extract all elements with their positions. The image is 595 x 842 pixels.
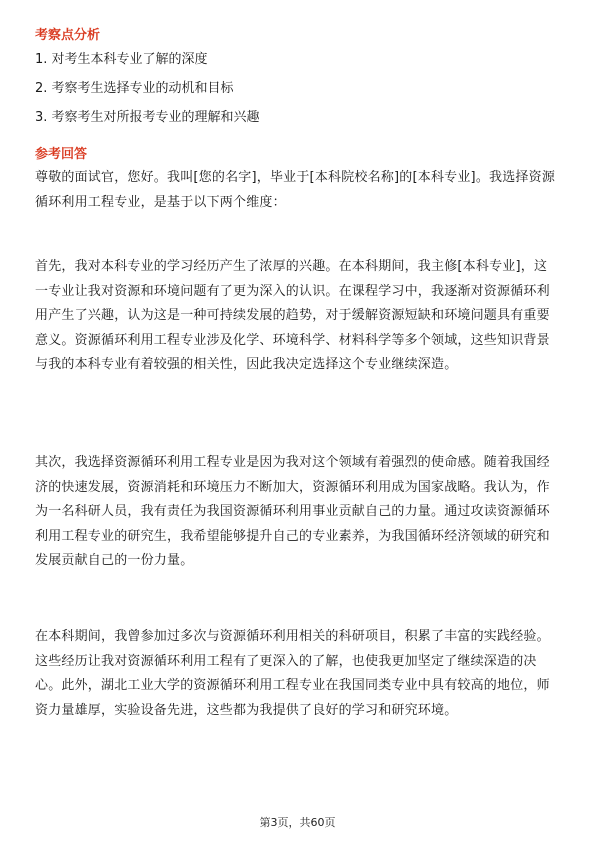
analysis-item-2: 2. 考察考生选择专业的动机和目标	[35, 81, 234, 96]
page-number: 第3页，共60页	[259, 816, 336, 829]
analysis-item-3: 3. 考察考生对所报考专业的理解和兴趣	[35, 110, 260, 125]
answer-paragraph-intro: 尊敬的面试官，您好。我叫[您的名字]，毕业于[本科院校名称]的[本科专业]。我选择资源循环利用工程专业，是基于以下两个维度：	[35, 170, 556, 210]
analysis-heading: 考察点分析	[35, 28, 101, 43]
answer-heading: 参考回答	[35, 147, 88, 162]
answer-paragraph-first: 首先，我对本科专业的学习经历产生了浓厚的兴趣。在本科期间，我主修[本科专业]，这一专业让我对资源和环境问题有了更为深入的认识。在课程学习中，我逐渐对资源循环利用产生了兴趣，认为这是一种可持续发展的趋势，对于缓解资源短缺和环境问题具有重要意义。资源循环利用工程专业涉及化学、环境科学、材料科学等多个领域，这些知识背景与我的本科专业有着较强的相关性，因此我决定选择这个专业继续深造。	[35, 259, 550, 372]
analysis-item-1: 1. 对考生本科专业了解的深度	[35, 52, 208, 67]
answer-paragraph-second: 其次，我选择资源循环利用工程专业是因为我对这个领域有着强烈的使命感。随着我国经济的快速发展，资源消耗和环境压力不断加大，资源循环利用成为国家战略。我认为，作为一名科研人员，我有责任为我国资源循环利用事业贡献自己的力量。通过攻读资源循环利用工程专业的研究生，我希望能够提升自己的专业素养，为我国循环经济领域的研究和发展贡献自己的一份力量。	[35, 455, 550, 568]
answer-paragraph-third: 在本科期间，我曾参加过多次与资源循环利用相关的科研项目，积累了丰富的实践经验。这些经历让我对资源循环利用工程有了更深入的了解，也使我更加坚定了继续深造的决心。此外，湖北工业大学的资源循环利用工程专业在我国同类专业中具有较高的地位，师资力量雄厚，实验设备先进，这些都为我提供了良好的学习和研究环境。	[35, 629, 550, 718]
